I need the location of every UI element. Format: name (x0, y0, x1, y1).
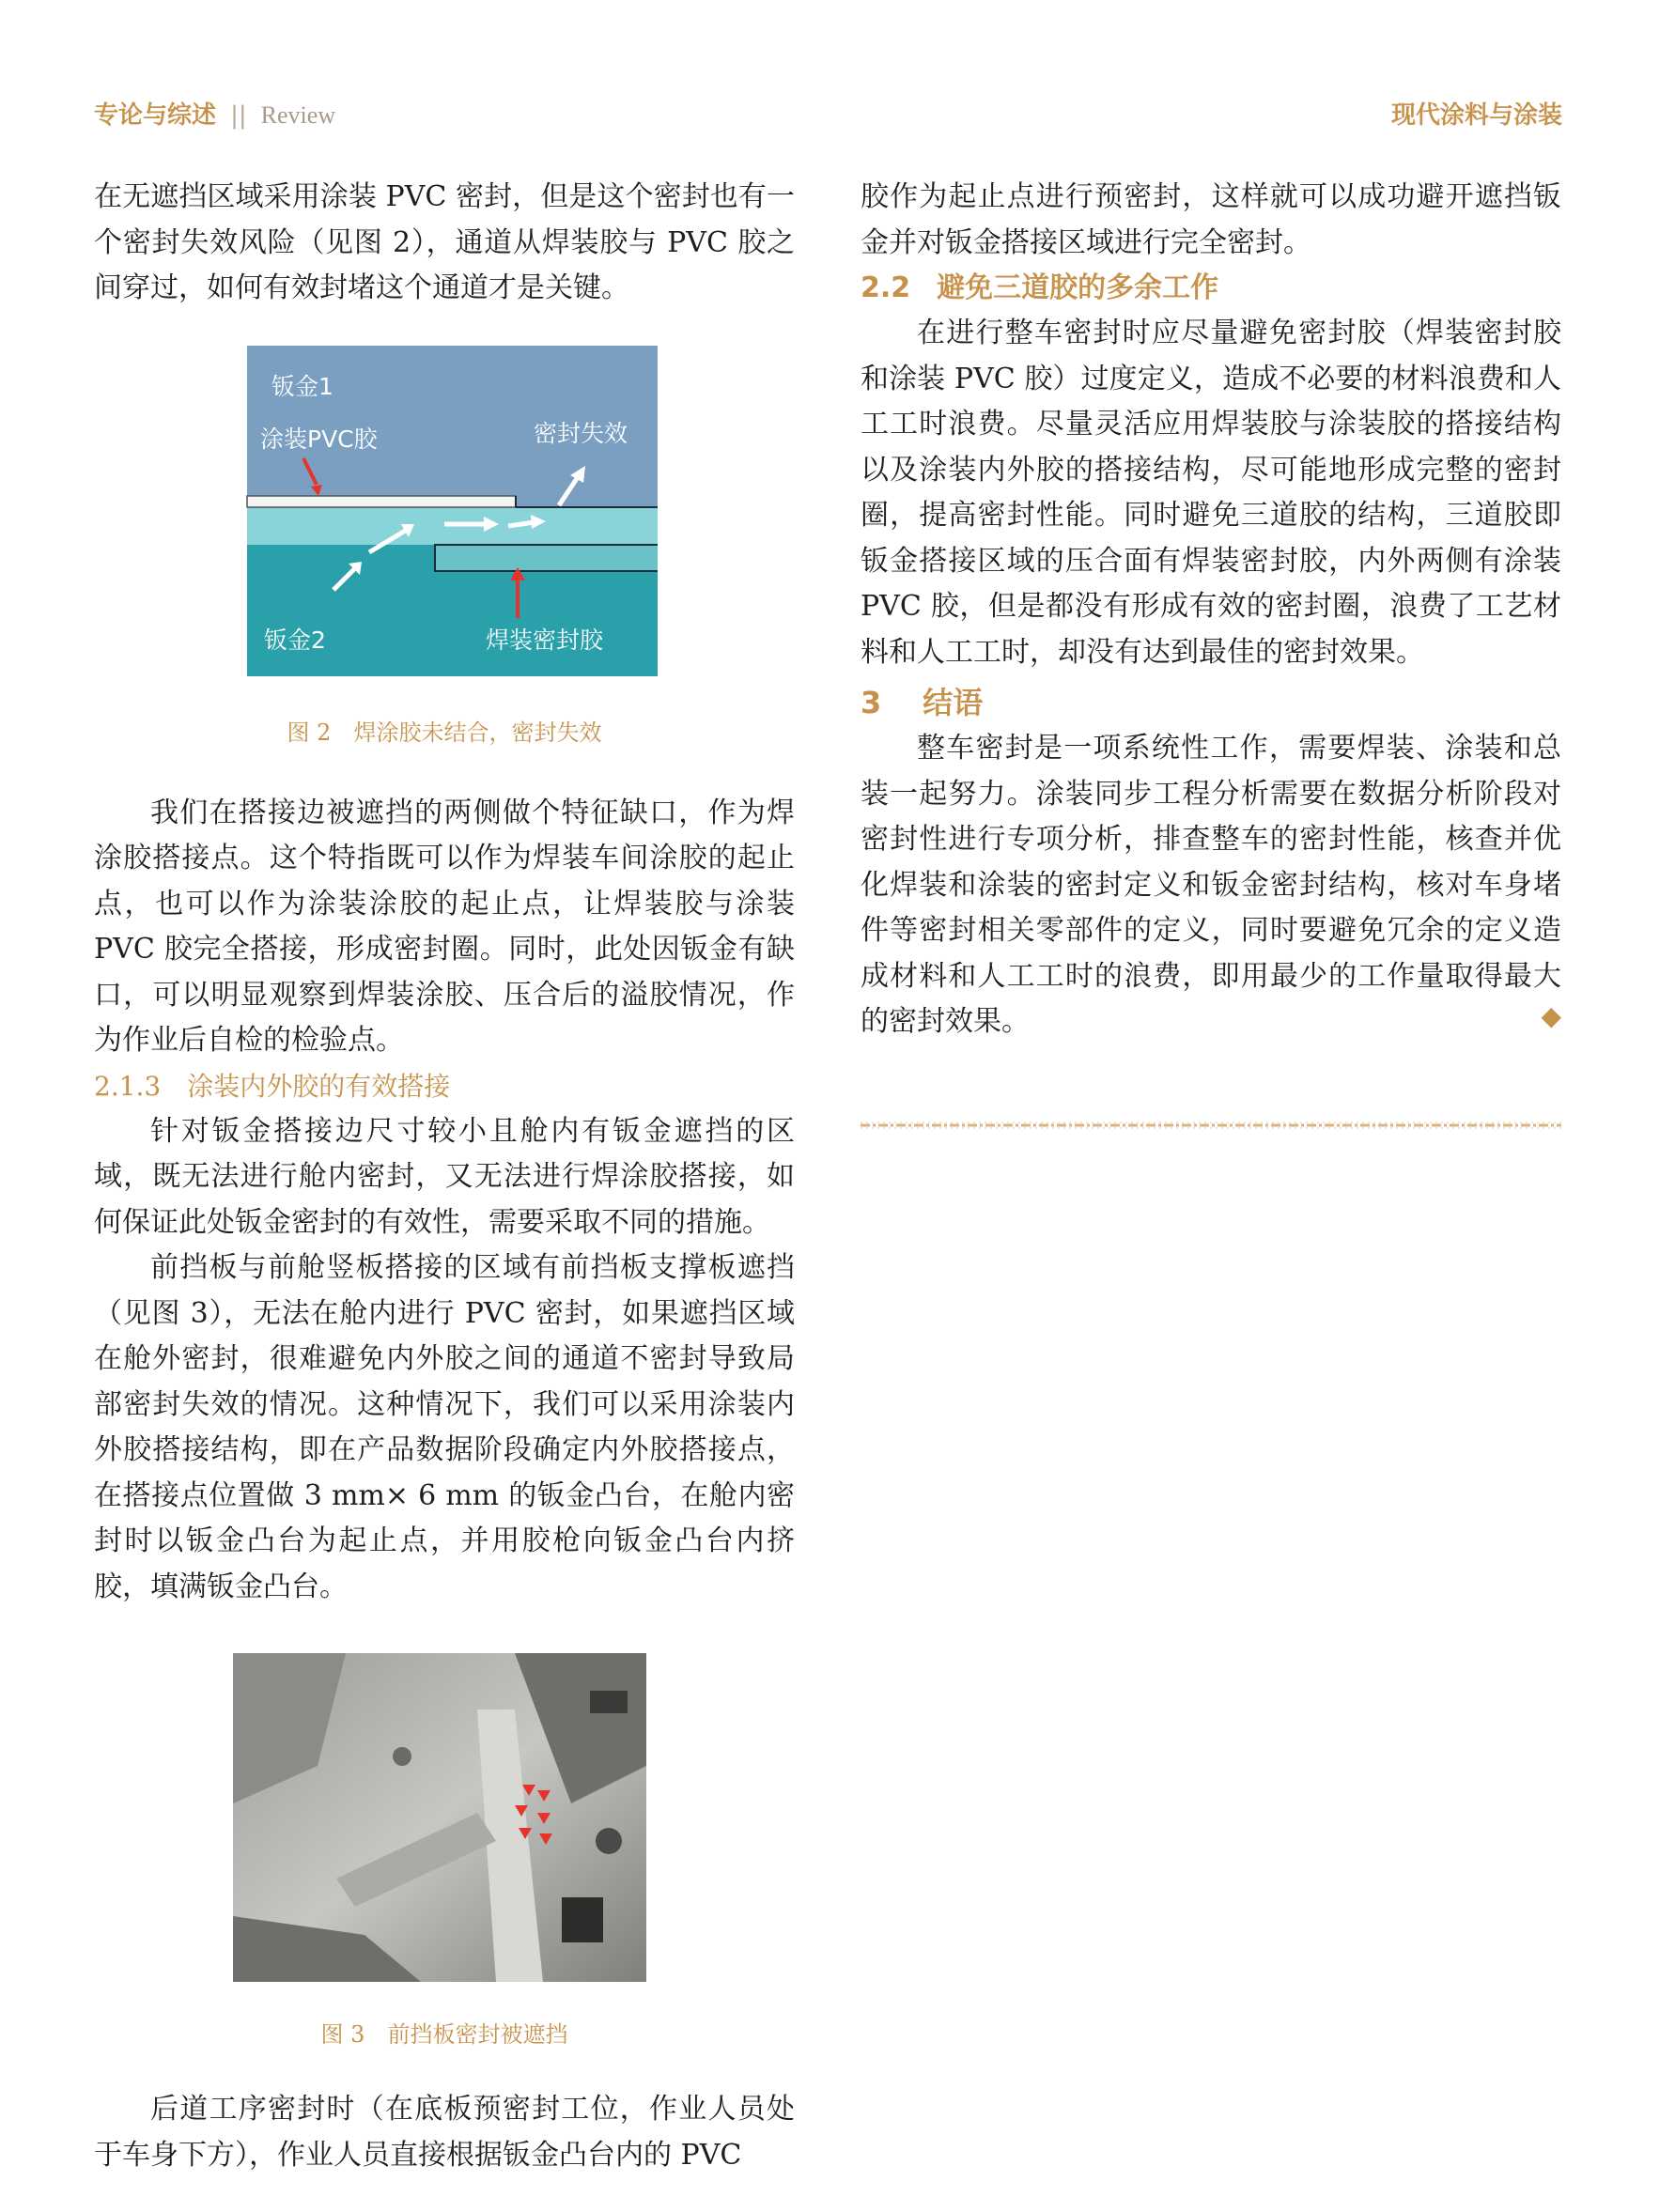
section-title: 专论与综述 (94, 101, 217, 130)
section-number: 3 (861, 685, 882, 720)
figure-2-diagram (94, 346, 795, 676)
figure-3-photo (94, 1653, 795, 1982)
subsection-heading: 2.1.3 涂装内外胶的有效搭接 (94, 1070, 451, 1102)
end-of-article-icon: ◆ (1541, 999, 1561, 1031)
label-weld-sealant: 焊装密封胶 (486, 626, 604, 654)
label-seal-failure: 密封失效 (534, 419, 628, 447)
left-column (94, 175, 795, 2178)
section-title: 避免三道胶的多余工作 (937, 271, 1219, 304)
paragraph: 在进行整车密封时应尽量避免密封胶（焊装密封胶和涂装 PVC 胶）过度定义，造成不必要的材料浪费和人工工时浪费。尽量灵活应用焊装胶与涂装胶的搭接结构以及涂装内外胶的搭接结构，尽可能地形成完整的密封圈，提高密封性能。同时避免三道胶的结构，三道胶即钣金搭接区域的压合面有焊装密封胶，内外两侧有涂装 PVC 胶，但是都没有形成有效的密封圈，浪费了工艺材料和人工工时，却没有达到最佳的密封效果。 (861, 317, 1561, 669)
right-column (861, 175, 1561, 1045)
decorative-divider (861, 1121, 1561, 1130)
section-heading-3 (861, 679, 1561, 726)
paragraph: 前挡板与前舱竖板搭接的区域有前挡板支撑板遮挡（见图 3），无法在舱内进行 PVC 密封，如果遮挡区域在舱外密封，很难避免内外胶之间的通道不密封导致局部密封失效的情况。这种情况下，我们可以采用涂装内外胶搭接结构，即在产品数据阶段确定内外胶搭接点，在搭接点位置做 3 mm× 6 mm 的钣金凸台，在舱内密封时以钣金凸台为起止点，并用胶枪向钣金凸台内挤胶，填满钣金凸台。 (94, 1251, 795, 1603)
figure-2-caption: 图 2 焊涂胶未结合，密封失效 (287, 719, 602, 746)
label-pvc-sealant: 涂装PVC胶 (260, 425, 378, 453)
weld-sealant-outline (435, 545, 658, 571)
section-heading-2-2 (861, 266, 1561, 311)
label-sheet-metal-2: 钣金2 (264, 626, 326, 654)
paragraph: 针对钣金搭接边尺寸较小且舱内有钣金遮挡的区域，既无法进行舱内密封，又无法进行焊涂胶搭接，如何保证此处钣金密封的有效性，需要采取不同的措施。 (94, 1114, 795, 1239)
figure-3-caption: 图 3 前挡板密封被遮挡 (320, 2021, 568, 2048)
paragraph: 在无遮挡区域采用涂装 PVC 密封，但是这个密封也有一个密封失效风险（见图 2），通道从焊装胶与 PVC 胶之间穿过，如何有效封堵这个通道才是关键。 (94, 180, 795, 304)
paragraph: 后道工序密封时（在底板预密封工位，作业人员处于车身下方），作业人员直接根据钣金凸台内的 PVC (94, 2093, 795, 2172)
paragraph: 胶作为起止点进行预密封，这样就可以成功避开遮挡钣金并对钣金搭接区域进行完全密封。 (861, 180, 1561, 259)
running-header-section (94, 96, 335, 131)
section-number: 2.2 (861, 271, 911, 304)
section-subtitle: Review (260, 101, 336, 129)
journal-title: 现代涂料与涂装 (1390, 101, 1562, 130)
figure-2 (94, 346, 795, 750)
label-sheet-metal-1: 钣金1 (271, 372, 333, 400)
paragraph: 我们在搭接边被遮挡的两侧做个特征缺口，作为焊涂胶搭接点。这个特指既可以作为焊装车间涂胶的起止点，也可以作为涂装涂胶的起止点，让焊装胶与涂装 PVC 胶完全搭接，形成密封圈。同时，此处因钣金有缺口，可以明显观察到焊装涂胶、压合后的溢胶情况，作为作业后自检的检验点。 (94, 796, 795, 1057)
pvc-sealant-strip (247, 496, 516, 507)
figure-3 (94, 1653, 795, 2051)
paragraph: 整车密封是一项系统性工作，需要焊装、涂装和总装一起努力。涂装同步工程分析需要在数据分析阶段对密封性进行专项分析，排查整车的密封性能，核查并优化焊装和涂装的密封定义和钣金密封结构，核对车身堵件等密封相关零部件的定义，同时要避免冗余的定义造成材料和人工工时的浪费，即用最少的工作量取得最大的密封效果。 (861, 732, 1561, 1038)
section-title: 结语 (923, 685, 984, 720)
header-separator: || (230, 101, 247, 130)
